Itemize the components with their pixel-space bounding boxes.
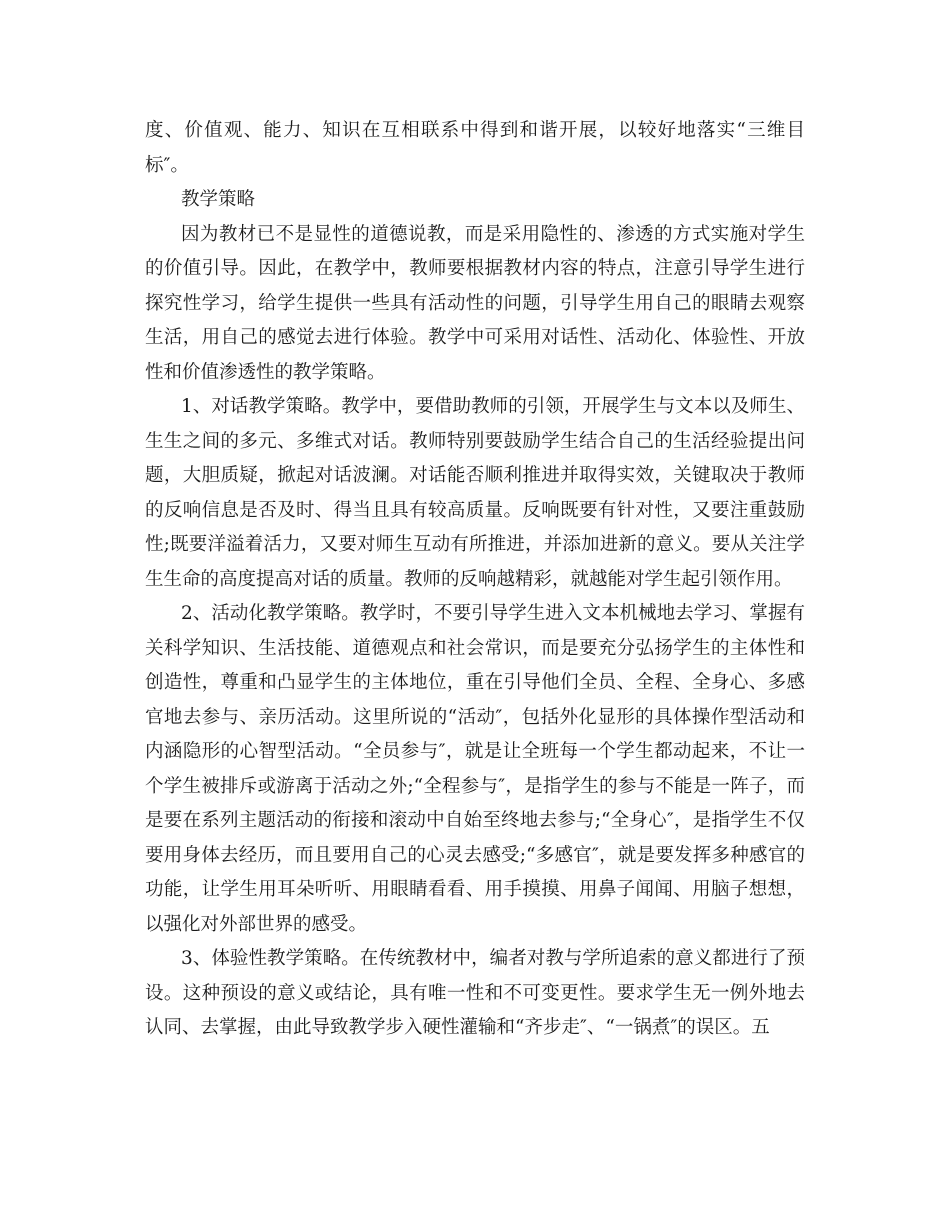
paragraph-strategy-2: 2、活动化教学策略。教学时，不要引导学生进入文本机械地去学习、掌握有关科学知识、生活技能、道德观点和社会常识，而是要充分弘扬学生的主体性和创造性，尊重和凸显学生的主体地位，重在引导他们全员、全程、全身心、多感官地去参与、亲历活动。这里所说的“活动″，包括外化显形的具体操作型活动和内涵隐形的心智型活动。“全员参与″，就是让全班每一个学生都动起来，不让一个学生被排斥或游离于活动之外;“全程参与″，是指学生的参与不能是一阵子，而是要在系列主题活动的衔接和滚动中自始至终地去参与;“全身心″，是指学生不仅要用身体去经历，而且要用自己的心灵去感受;“多感官″，就是要发挥多种感官的功能，让学生用耳朵听听、用眼睛看看、用手摸摸、用鼻子闻闻、用脑子想想，以强化对外部世界的感受。 [145, 603, 805, 935]
section-heading: 教学策略 [181, 189, 256, 210]
paragraph-strategy-1: 1、对话教学策略。教学中，要借助教师的引领，开展学生与文本以及师生、生生之间的多元、多维式对话。教师特别要鼓励学生结合自己的生活经验提出问题，大胆质疑，掀起对话波澜。对话能否顺利推进并取得实效，关键取决于教师的反响信息是否及时、得当且具有较高质量。反响既要有针对性，又要注重鼓励性;既要洋溢着活力，又要对师生互动有所推进，并添加进新的意义。要从关注学生生命的高度提高对话的质量。教师的反响越精彩，就越能对学生起引领作用。 [145, 396, 805, 590]
paragraph-strategy-3: 3、体验性教学策略。在传统教材中，编者对教与学所追索的意义都进行了预设。这种预设的意义或结论，具有唯一性和不可变更性。要求学生无一例外地去认同、去掌握，由此导致教学步入硬性灌输和“齐步走″、“一锅煮″的误区。五 [145, 948, 805, 1038]
paragraph-continuation: 度、价值观、能力、知识在互相联系中得到和谐开展，以较好地落实“三维目标″。 [145, 120, 805, 176]
document-page [145, 114, 805, 1046]
paragraph-intro: 因为教材已不是显性的道德说教，而是采用隐性的、渗透的方式实施对学生的价值引导。因此，在教学中，教师要根据教材内容的特点，注意引导学生进行探究性学习，给学生提供一些具有活动性的问题，引导学生用自己的眼睛去观察生活，用自己的感觉去进行体验。教学中可采用对话性、活动化、体验性、开放性和价值渗透性的教学策略。 [145, 223, 805, 383]
